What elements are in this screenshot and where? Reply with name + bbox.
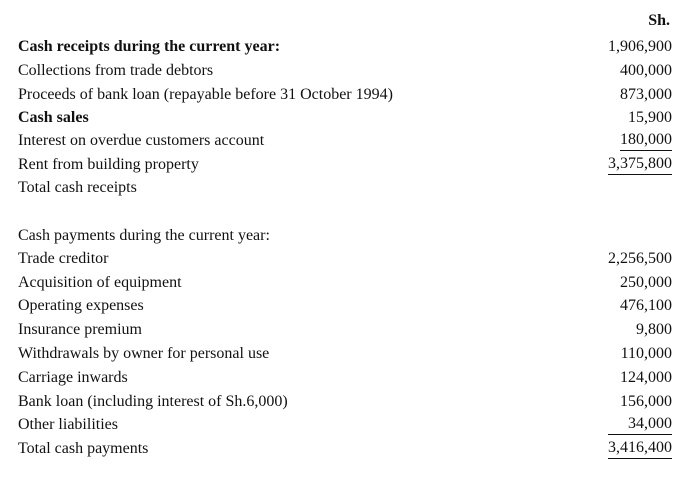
payment-amount: 124,000: [620, 369, 672, 386]
payment-label: Withdrawals by owner for personal use: [18, 345, 270, 362]
payment-amount: 34,000: [608, 414, 672, 435]
receipt-label: Collections from trade debtors: [18, 62, 214, 79]
payment-row: [0, 414, 697, 436]
receipts-total-row: [0, 177, 697, 199]
receipt-row: [0, 130, 697, 152]
receipt-amount: 3,375,800: [608, 154, 672, 175]
receipts-heading-row: [0, 36, 697, 58]
payments-heading-row: [0, 225, 697, 247]
receipt-label: Rent from building property: [18, 156, 199, 173]
payment-label: Other liabilities: [18, 416, 118, 433]
payments-total-amount: 3,416,400: [608, 438, 672, 459]
currency-header: Sh.: [648, 12, 670, 29]
payment-row: [0, 319, 697, 341]
payment-amount: 110,000: [620, 345, 672, 362]
payment-amount: 250,000: [620, 274, 672, 291]
payment-label: Carriage inwards: [18, 369, 128, 386]
receipts-heading: Cash receipts during the current year:: [18, 38, 281, 55]
payment-label: Operating expenses: [18, 297, 144, 314]
payment-row: [0, 248, 697, 270]
receipts-total-label: Total cash receipts: [18, 179, 137, 196]
payment-row: [0, 391, 697, 413]
payment-row: [0, 272, 697, 294]
receipt-row: [0, 84, 697, 106]
payment-row: [0, 295, 697, 317]
receipt-row: [0, 60, 697, 82]
payments-total-row: [0, 438, 697, 460]
payment-label: Trade creditor: [18, 250, 109, 267]
payment-amount: 9,800: [636, 321, 672, 338]
receipt-amount: 873,000: [620, 86, 672, 103]
payment-amount: 156,000: [620, 393, 672, 410]
receipt-amount: 180,000: [620, 130, 672, 151]
receipt-row: [0, 107, 697, 129]
payment-row: [0, 343, 697, 365]
receipt-label: Cash sales: [18, 109, 89, 126]
payments-heading: Cash payments during the current year:: [18, 227, 270, 244]
receipt-row: [0, 154, 697, 176]
payment-label: Acquisition of equipment: [18, 274, 182, 291]
payment-row: [0, 367, 697, 389]
payment-label: Insurance premium: [18, 321, 142, 338]
receipt-amount: 400,000: [620, 62, 672, 79]
payment-amount: 476,100: [620, 297, 672, 314]
receipt-label: Interest on overdue customers account: [18, 132, 265, 149]
payment-label: Bank loan (including interest of Sh.6,000): [18, 393, 288, 410]
payments-total-label: Total cash payments: [18, 440, 149, 457]
payment-amount: 2,256,500: [608, 250, 672, 267]
receipt-label: Proceeds of bank loan (repayable before 31 October 1994): [18, 86, 393, 103]
receipt-amount: 15,900: [628, 109, 672, 126]
receipts-heading-amount: 1,906,900: [608, 38, 672, 55]
